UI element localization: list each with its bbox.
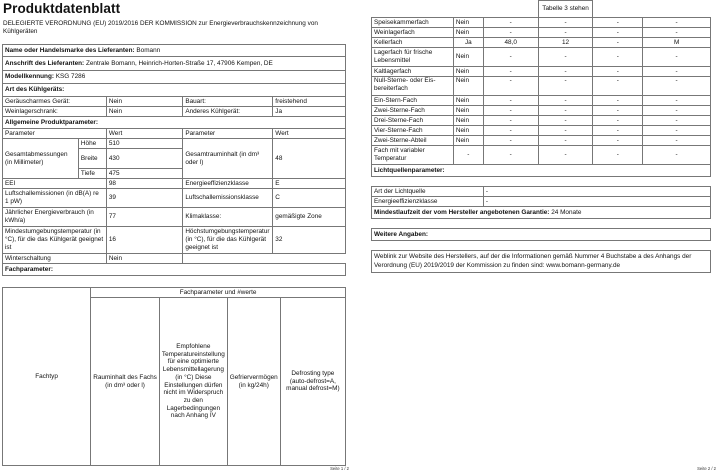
freezing-capacity-header: Gefriervermögen (in kg/24h): [227, 298, 280, 466]
compartment-temp: -: [538, 77, 593, 96]
general-parameters-header: Allgemeine Produktparameter:: [3, 117, 346, 129]
page-title: Produktdatenblatt: [3, 1, 121, 16]
table-row: [372, 67, 711, 77]
compartment-present: Nein: [453, 28, 483, 38]
compartment-present: Nein: [453, 18, 483, 28]
light-source-header: Lichtquellenparameter:: [372, 165, 711, 177]
compartment-header-table: [2, 287, 346, 466]
compartment-temp: 12: [538, 38, 593, 48]
table-row: [372, 146, 711, 165]
compartment-temp: -: [538, 116, 593, 126]
height-label: Höhe: [78, 139, 106, 149]
compartment-temp: -: [538, 48, 593, 67]
manufacturer-weblink-text: Weblink zur Website des Herstellers, auf der die Informationen gemäß Nummer 4 Buchstabe a des Anhangs der Verordnung (EU) 2019/2019 der Kommission zu finden sind: www.bomann-germany.de: [372, 251, 711, 273]
compartment-volume: -: [483, 146, 538, 165]
table-row: [372, 116, 711, 126]
compartment-present: Nein: [453, 96, 483, 106]
compartment-defrost: M: [643, 38, 711, 48]
further-info-header: Weitere Angaben:: [372, 229, 711, 241]
compartment-present: Nein: [453, 106, 483, 116]
page-number-2: Seite 2 / 2: [697, 466, 716, 471]
table-row: [372, 28, 711, 38]
table-row: [372, 106, 711, 116]
compartment-freeze: -: [593, 28, 643, 38]
max-temp-value: 32: [273, 227, 346, 254]
compartment-present: Nein: [453, 77, 483, 96]
compartment-defrost: -: [643, 77, 711, 96]
climate-class-label: Klimaklasse:: [183, 208, 273, 227]
compartment-temp: -: [538, 146, 593, 165]
compartment-volume: -: [483, 136, 538, 146]
compartment-defrost: -: [643, 18, 711, 28]
table-row: [372, 38, 711, 48]
energy-class-label: Energieeffizienzklasse: [183, 179, 273, 189]
width-value: 430: [106, 149, 182, 169]
compartment-parameters-header: Fachparameter:: [3, 264, 346, 276]
eei-value: 98: [106, 179, 182, 189]
min-temp-value: 16: [106, 227, 182, 254]
low-noise-value: Nein: [106, 97, 182, 107]
supplier-name-label: Name oder Handelsmarke des Lieferanten:: [5, 46, 135, 54]
table-3-label: Tabelle 3 stehen: [538, 1, 593, 18]
compartment-volume: -: [483, 48, 538, 67]
value-column-header-2: Wert: [273, 129, 346, 139]
compartment-volume: -: [483, 67, 538, 77]
compartment-freeze: -: [593, 96, 643, 106]
compartment-temp: -: [538, 28, 593, 38]
table-row: [372, 126, 711, 136]
compartment-volume: -: [483, 77, 538, 96]
width-label: Breite: [78, 149, 106, 169]
compartment-present: -: [453, 146, 483, 165]
general-parameters-table: [2, 44, 346, 276]
height-value: 510: [106, 139, 182, 149]
compartment-volume: -: [483, 116, 538, 126]
model-value: KSG 7286: [55, 73, 86, 81]
param-column-header: Parameter: [3, 129, 107, 139]
compartment-name: Kellerfach: [372, 38, 454, 48]
low-noise-label: Geräuscharmes Gerät:: [3, 97, 107, 107]
winter-switch-label: Winterschaltung: [3, 254, 107, 264]
compartment-volume: -: [483, 126, 538, 136]
compartment-name: Ein-Stern-Fach: [372, 96, 454, 106]
compartment-temp: -: [538, 67, 593, 77]
value-column-header: Wert: [106, 129, 182, 139]
other-appliance-value: Ja: [273, 107, 346, 117]
model-label: Modellkennung:: [5, 73, 54, 81]
compartment-freeze: -: [593, 116, 643, 126]
compartment-name: Kaltlagerfach: [372, 67, 454, 77]
eei-label: EEI: [3, 179, 107, 189]
compartment-temp: -: [538, 136, 593, 146]
compartment-volume: -: [483, 18, 538, 28]
winter-switch-value: Nein: [106, 254, 182, 264]
warranty-value: 24 Monate: [551, 208, 582, 216]
total-volume-label: Gesamtrauminhalt (in dm³ oder l): [183, 139, 273, 179]
depth-value: 475: [106, 169, 182, 179]
annual-energy-label: Jährlicher Energieverbrauch (in kWh/a): [3, 208, 107, 227]
compartment-name: Lagerfach für frische Lebensmittel: [372, 48, 454, 67]
compartment-freeze: -: [593, 106, 643, 116]
warranty-label: Mindestlaufzeit der vom Hersteller angebotenen Garantie:: [374, 208, 550, 216]
compartment-volume-header: Rauminhalt des Fachs (in dm³ oder l): [91, 298, 160, 466]
compartment-name: Fach mit variabler Temperatur: [372, 146, 454, 165]
compartment-defrost: -: [643, 146, 711, 165]
datasheet-page-2: [361, 0, 720, 473]
compartment-freeze: -: [593, 77, 643, 96]
compartment-temp: -: [538, 106, 593, 116]
light-type-value: -: [483, 187, 710, 197]
compartment-freeze: -: [593, 126, 643, 136]
compartment-freeze: -: [593, 136, 643, 146]
compartment-volume: -: [483, 28, 538, 38]
max-temp-label: Höchstumgebungstemperatur (in °C), für die das Kühlgerät geeignet ist: [183, 227, 273, 254]
compartment-present: Nein: [453, 48, 483, 67]
compartment-temp: -: [538, 126, 593, 136]
compartment-defrost: -: [643, 136, 711, 146]
param-column-header-2: Parameter: [183, 129, 273, 139]
compartment-defrost: -: [643, 126, 711, 136]
table-row: [372, 77, 711, 96]
compartment-name: Zwei-Sterne-Fach: [372, 106, 454, 116]
min-temp-label: Mindestumgebungstemperatur (in °C), für die das Kühlgerät geeignet ist: [3, 227, 107, 254]
compartment-volume: 48,0: [483, 38, 538, 48]
compartment-freeze: -: [593, 146, 643, 165]
compartment-defrost: -: [643, 67, 711, 77]
compartment-temp: -: [538, 18, 593, 28]
compartment-defrost: -: [643, 106, 711, 116]
table-row: [372, 18, 711, 28]
compartment-freeze: -: [593, 67, 643, 77]
light-class-value: -: [483, 197, 710, 207]
supplier-address-value: Zentrale Bomann, Heinrich-Horten-Straße 17, 47906 Kempen, DE: [85, 59, 273, 67]
compartment-defrost: -: [643, 28, 711, 38]
supplier-address-label: Anschrift des Lieferanten:: [5, 59, 85, 67]
compartment-freeze: -: [593, 38, 643, 48]
compartment-volume: -: [483, 96, 538, 106]
design-label: Bauart:: [183, 97, 273, 107]
recommended-temp-header: Empfohlene Temperatureinstellung für eine optimierte Lebensmittellagerung (in °C) Diese Einstellungen dürfen nicht im Widerspruch zu den Lagerbedingungen nach Anhang IV: [159, 298, 227, 466]
compartment-values-table: [371, 0, 711, 273]
other-appliance-label: Anderes Kühlgerät:: [183, 107, 273, 117]
noise-emission-value: 39: [106, 189, 182, 208]
climate-class-value: gemäßigte Zone: [273, 208, 346, 227]
light-type-label: Art der Lichtquelle: [372, 187, 484, 197]
compartment-name: Drei-Sterne-Fach: [372, 116, 454, 126]
compartment-defrost: -: [643, 48, 711, 67]
compartment-name: Null-Sterne- oder Eis-bereiterfach: [372, 77, 454, 96]
compartment-present: Ja: [453, 38, 483, 48]
compartment-name: Weinlagerfach: [372, 28, 454, 38]
defrosting-type-header: Defrosting type (auto-defrost=A, manual defrost=M): [280, 298, 345, 466]
design-value: freistehend: [273, 97, 346, 107]
noise-class-value: C: [273, 189, 346, 208]
page-number-1: Seite 1 / 2: [330, 466, 349, 471]
compartment-temp: -: [538, 96, 593, 106]
wine-cabinet-label: Weinlagerschrank:: [3, 107, 107, 117]
compartment-name: Zwei-Sterne-Abteil: [372, 136, 454, 146]
compartment-present: Nein: [453, 67, 483, 77]
noise-class-label: Luftschallemissionsklasse: [183, 189, 273, 208]
supplier-name-value: Bomann: [136, 46, 161, 54]
light-class-label: Energieeffizienzklasse: [372, 197, 484, 207]
compartment-name: Speisekammerfach: [372, 18, 454, 28]
noise-emission-label: Luftschallemissionen (in dB(A) re 1 pW): [3, 189, 107, 208]
compartment-freeze: -: [593, 48, 643, 67]
table-row: [372, 136, 711, 146]
compartment-type-header: Fachtyp: [3, 288, 91, 466]
energy-class-value: E: [273, 179, 346, 189]
compartment-volume: -: [483, 106, 538, 116]
appliance-type-header: Art des Kühlgeräts:: [3, 84, 346, 97]
compartment-defrost: -: [643, 116, 711, 126]
depth-label: Tiefe: [78, 169, 106, 179]
compartment-present: Nein: [453, 116, 483, 126]
table-row: [372, 96, 711, 106]
annual-energy-value: 77: [106, 208, 182, 227]
compartment-present: Nein: [453, 126, 483, 136]
regulation-subtitle: DELEGIERTE VERORDNUNG (EU) 2019/2016 DER KOMMISSION zur Energieverbrauchskennzeichnung von Kühlgeräten: [3, 20, 318, 36]
compartment-values-header: Fachparameter und #werte: [91, 288, 346, 298]
wine-cabinet-value: Nein: [106, 107, 182, 117]
dimensions-label: Gesamtabmessungen (in Millimeter): [3, 139, 79, 179]
compartment-name: Vier-Sterne-Fach: [372, 126, 454, 136]
compartment-defrost: -: [643, 96, 711, 106]
compartment-present: Nein: [453, 136, 483, 146]
table-row: [372, 48, 711, 67]
total-volume-value: 48: [273, 139, 346, 179]
compartment-freeze: -: [593, 18, 643, 28]
